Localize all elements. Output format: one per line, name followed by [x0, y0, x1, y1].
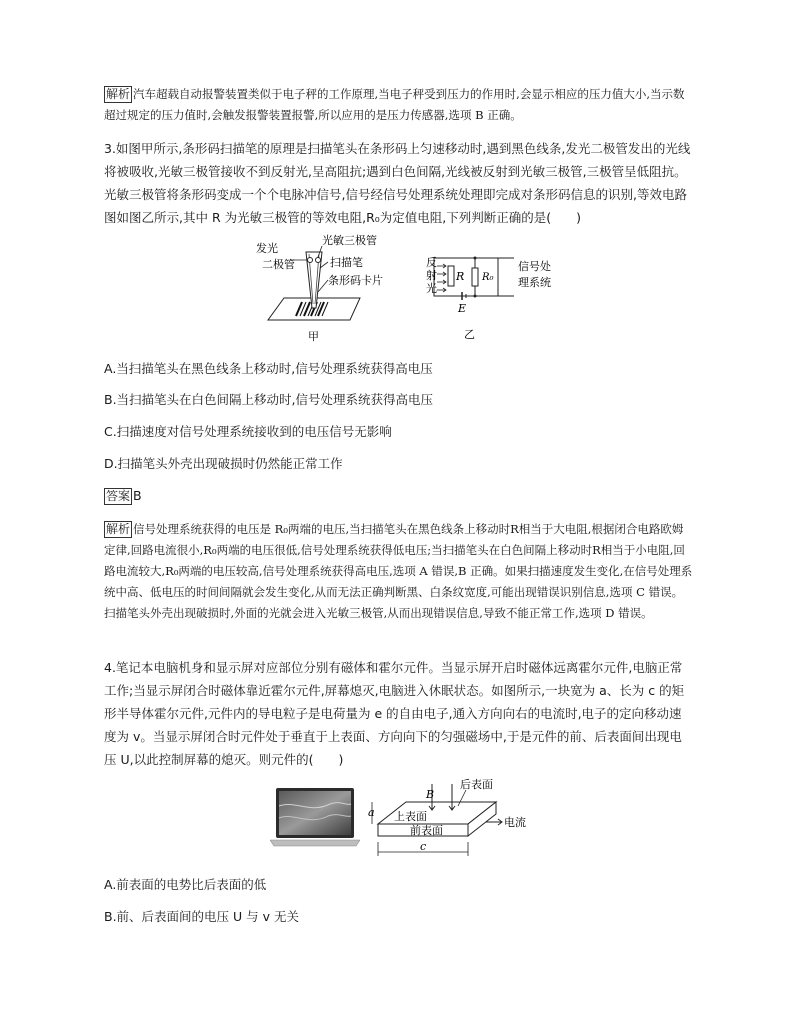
hall-element-figure	[368, 776, 548, 862]
intro-analysis	[104, 84, 694, 126]
current-label: 电流	[504, 816, 526, 829]
q3-option-c: C.扫描速度对信号处理系统接收到的电压信号无影响	[104, 424, 392, 439]
light-arrows	[437, 264, 446, 292]
pen-label: 扫描笔	[330, 256, 363, 269]
q3-stem: 3.如图甲所示,条形码扫描笔的原理是扫描笔头在条形码上匀速移动时,遇到黑色线条,发光二极管发出的光线将被吸收,光敏三极管接收不到反射光,呈高阻抗;遇到白色间隔,光线被反射到光敏三极管,三极管呈低阻抗。光敏三极管将条形码变成一个个电脉冲信号,信号经信号处理系统处理即完成对条形码信息的识别,等效电路图如图乙所示,其中 R 为光敏三极管的等效电阻,R₀为定值电阻,下列判断正确的是( )	[104, 141, 691, 225]
laptop-base	[270, 840, 360, 846]
figure-b-caption: 乙	[464, 328, 475, 341]
q3-option-d: D.扫描笔头外壳出现破损时仍然能正常工作	[104, 456, 343, 471]
q3-option-a: A.当扫描笔头在黑色线条上移动时,信号处理系统获得高电压	[104, 361, 433, 376]
r0-label: R₀	[482, 272, 494, 283]
q3-option-b: B.当扫描笔头在白色间隔上移动时,信号处理系统获得高电压	[104, 392, 434, 407]
q3-figure-b	[424, 252, 584, 342]
light-label-3: 光	[426, 282, 437, 295]
light-label-1: 反	[426, 256, 437, 269]
a-label: a	[368, 806, 375, 819]
intro-analysis-text: 汽车超载自动报警装置类似于电子秤的工作原理,当电子秤受到压力的作用时,会显示相应的压力值大小,当示数超过规定的压力值时,会触发报警装置报警,所以应用的是压力传感器,选项 B 正确。	[104, 87, 685, 122]
q3-answer	[104, 486, 142, 506]
figure-a-caption: 甲	[308, 330, 319, 343]
q3-analysis-text: 信号处理系统获得的电压是 R₀两端的电压,当扫描笔头在黑色线条上移动时R相当于大电阻,根据闭合电路欧姆定律,回路电流很小,R₀两端的电压很低,信号处理系统获得低电压;当扫描笔头在白色间隔上移动时R相当于小电阻,回路电流较大,R₀两端的电压较高,信号处理系统获得高电压,选项 A 错误,B 正确。如果扫描速度发生变化,在信号处理系统中高、低电压的时间间隔就会发生变化,从而无法正确判断黑、白条纹宽度,可能出现错误识别信息,选项 C 错误。扫描笔头外壳出现破损时,外面的光就会进入光敏三极管,从而出现错误信息,导致不能正常工作,选项 D 错误。	[104, 522, 693, 620]
laptop-image	[270, 786, 360, 848]
resistor-r	[448, 266, 454, 286]
q4-stem: 4.笔记本电脑机身和显示屏对应部位分别有磁体和霍尔元件。当显示屏开启时磁体远离霍尔元件,电脑正常工作;当显示屏闭合时磁体靠近霍尔元件,屏幕熄灭,电脑进入休眠状态。如图所示,一块宽为 a、长为 c 的矩形半导体霍尔元件,元件内的导电粒子是电荷量为 e 的自由电子,通入方向向右的电流时,电子的定向移动速度为 v。当显示屏闭合时元件处于垂直于上表面、方向向下的匀强磁场中,于是元件的前、后表面间出现电压 U,以此控制屏幕的熄灭。则元件的( )	[104, 660, 685, 767]
laptop-screen	[279, 791, 351, 835]
q4-option-b: B.前、后表面间的电压 U 与 v 无关	[104, 909, 299, 924]
answer-tag: 答案	[106, 489, 131, 503]
c-label: c	[420, 840, 427, 853]
b-label: B	[426, 788, 435, 801]
front-surface-label: 前表面	[410, 824, 443, 837]
light-label-2: 射	[426, 269, 437, 282]
q3-answer-value: B	[133, 488, 142, 503]
led-label-1: 发光	[256, 242, 278, 255]
q3-analysis	[104, 519, 694, 624]
back-surface-label: 后表面	[460, 778, 493, 791]
q3-figure-a	[256, 232, 396, 344]
e-label: E	[458, 302, 467, 315]
resistor-r0	[472, 268, 478, 286]
system-label-1: 信号处	[518, 260, 551, 273]
top-surface-label: 上表面	[394, 810, 427, 823]
phototransistor-label: 光敏三极管	[322, 234, 377, 247]
card-label: 条形码卡片	[328, 274, 383, 287]
led-label-2: 二极管	[262, 258, 295, 271]
q4-option-a: A.前表面的电势比后表面的低	[104, 877, 267, 892]
analysis-tag: 解析	[106, 87, 131, 101]
system-label-2: 理系统	[518, 276, 551, 289]
analysis-tag: 解析	[106, 522, 131, 536]
r-label: R	[456, 270, 465, 283]
